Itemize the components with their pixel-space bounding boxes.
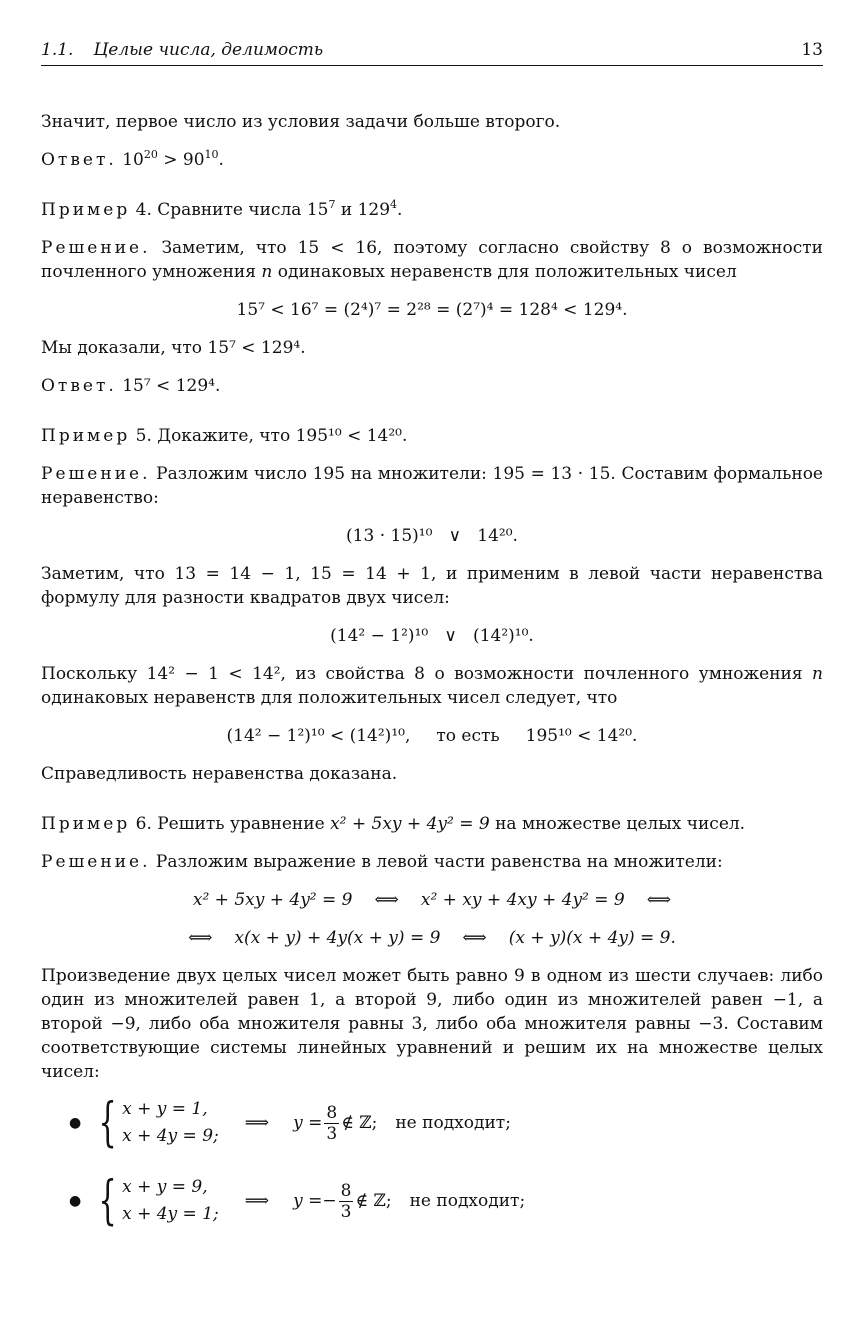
example-4-n2: 129 [357, 200, 391, 220]
iff-symbol: ⟺ [462, 928, 487, 948]
example-5-label: Пример [41, 426, 131, 446]
answer-lhs: 10 [122, 150, 144, 170]
example-6-tail: на множестве целых чисел. [489, 814, 746, 834]
answer-op: > [157, 150, 183, 170]
note-5: Заметим, что 13 = 14 − 1, 15 = 14 + 1, и применим в левой части неравенства формулу для разности квадратов двух чисел: [41, 564, 823, 608]
solution-4-text-2: одинаковых неравенств для положительных чисел [272, 262, 737, 282]
iff-symbol: ⟺ [374, 890, 399, 910]
case-1-verdict: не подходит; [395, 1113, 511, 1133]
fraction-2 [339, 1181, 354, 1222]
fraction-2-num: 8 [340, 1180, 352, 1201]
page-number: 13 [801, 40, 823, 60]
solution-5-label: Решение. [41, 464, 151, 484]
answer-rhs: 90 [182, 150, 205, 170]
bullet-icon: ● [69, 1115, 82, 1131]
solution-5-text: Разложим число 195 на множители: 195 = 13 · 15. Составим формальное неравенство: [41, 464, 823, 508]
solution-4-label: Решение. [41, 238, 151, 258]
example-4-e1: 7 [328, 198, 336, 211]
example-4-and: и [335, 200, 358, 220]
answer-end: . [218, 150, 224, 170]
example-4-intro: 4. Сравните числа [130, 200, 307, 220]
solution-6-text: Разложим выражение в левой части равенства на множители: [150, 852, 723, 872]
since-5-text-2: одинаковых неравенств для положительных чисел следует, что [41, 688, 618, 708]
display-6-2a: x(x + y) + 4y(x + y) = 9 [234, 928, 441, 948]
system-2-rows [122, 1174, 219, 1228]
answer-1 [41, 148, 823, 172]
example-6-intro: 6. Решить уравнение [130, 814, 331, 834]
section-title: Целые числа, делимость [93, 40, 324, 60]
system-1-rows [122, 1096, 219, 1150]
display-5-3a: (14² − 1²)¹⁰ < (14²)¹⁰, [226, 726, 411, 746]
case-2 [41, 1171, 823, 1231]
display-4: 15⁷ < 16⁷ = (2⁴)⁷ = 2²⁸ = (2⁷)⁴ = 128⁴ < 129⁴. [236, 300, 628, 320]
answer-lhs-exp: 20 [143, 148, 158, 161]
system-1-row-1: x + y = 1, [122, 1099, 208, 1119]
proved-4-expr: 15⁷ < 129⁴. [207, 338, 306, 358]
paragraph-conclusion: Значит, первое число из условия задачи больше второго. [41, 112, 561, 132]
example-6-eq: x² + 5xy + 4y² = 9 [330, 814, 490, 834]
case-2-y: y = [293, 1191, 323, 1211]
answer-rhs-exp: 10 [204, 148, 219, 161]
proved-4-pre: Мы доказали, что [41, 338, 208, 358]
brace-icon: { [98, 1093, 117, 1153]
example-5-stmt: 195¹⁰ < 14²⁰. [295, 426, 408, 446]
proved-5: Справедливость неравенства доказана. [41, 764, 398, 784]
display-5-3 [41, 724, 823, 748]
example-6 [41, 812, 823, 836]
case-2-sign: − [322, 1191, 337, 1211]
since-5-n: n [812, 664, 823, 684]
header-title [41, 38, 323, 62]
fraction-2-den: 3 [340, 1201, 352, 1222]
answer-4 [41, 374, 823, 398]
running-header [41, 38, 823, 66]
case-2-verdict: не подходит; [409, 1191, 526, 1211]
brace-icon: { [98, 1171, 117, 1231]
system-2-row-1: x + y = 9, [122, 1177, 208, 1197]
display-5-3-mid: то есть [436, 726, 500, 746]
example-4-label: Пример [41, 200, 131, 220]
answer-label: Ответ. [41, 150, 117, 170]
display-6-1a: x² + 5xy + 4y² = 9 [192, 890, 353, 910]
display-6-2 [41, 926, 823, 950]
iff-symbol: ⟺ [646, 890, 672, 910]
example-5-intro: 5. Докажите, что [130, 426, 296, 446]
solution-4 [41, 236, 823, 284]
solution-5 [41, 462, 823, 510]
display-5-2: (14² − 1²)¹⁰ ∨ (14²)¹⁰. [330, 626, 534, 646]
system-1-row-2: x + 4y = 9; [122, 1126, 219, 1146]
case-2-notin: ∉ ℤ; [355, 1191, 392, 1211]
display-5-1: (13 · 15)¹⁰ ∨ 14²⁰. [346, 526, 518, 546]
page [41, 38, 823, 1231]
solution-6-label: Решение. [41, 852, 151, 872]
since-5-text-1: Поскольку 14² − 1 < 14², из свойства 8 о возможности почленного умножения [41, 664, 813, 684]
case-1 [41, 1093, 823, 1153]
fraction-1-num: 8 [326, 1102, 338, 1123]
example-4 [41, 198, 823, 222]
fraction-1 [324, 1103, 339, 1144]
system-1 [91, 1093, 219, 1153]
implies-arrow: ⟹ [244, 1113, 270, 1133]
example-4-end: . [397, 200, 403, 220]
display-6-1 [41, 888, 823, 912]
display-6-2b: (x + y)(x + 4y) = 9. [508, 928, 676, 948]
fraction-1-den: 3 [326, 1123, 338, 1144]
iff-symbol: ⟺ [188, 928, 213, 948]
implies-arrow: ⟹ [244, 1191, 270, 1211]
solution-6 [41, 850, 823, 874]
answer-4-expr: 15⁷ < 129⁴. [122, 376, 221, 396]
system-2 [91, 1171, 219, 1231]
answer-4-label: Ответ. [41, 376, 117, 396]
solution-4-n: n [261, 262, 273, 282]
since-5 [41, 662, 823, 710]
bullet-icon: ● [69, 1193, 82, 1209]
example-4-n1: 15 [306, 200, 329, 220]
solution-4-text-1: Заметим, что 15 < 16, поэтому согласно свойству 8 о возможности почленного умножения [41, 238, 823, 282]
proved-4 [41, 336, 823, 360]
paragraph-cases: Произведение двух целых чисел может быть равно 9 в одном из шести случаев: либо один из множителей равен 1, а второй 9, либо один из множителей равен −1, а второй −9, либо оба множителя равны 3, либо оба множителя равны −3. Составим соответствующие системы линейных уравнений и решим их на множестве целых чисел: [41, 966, 823, 1082]
display-6-1b: x² + xy + 4xy + 4y² = 9 [420, 890, 625, 910]
system-2-row-2: x + 4y = 1; [122, 1204, 219, 1224]
example-4-e2: 4 [390, 198, 398, 211]
example-6-label: Пример [41, 814, 131, 834]
example-5 [41, 424, 823, 448]
display-5-3b: 195¹⁰ < 14²⁰. [525, 726, 638, 746]
section-number: 1.1. [41, 40, 74, 60]
case-1-notin: ∉ ℤ; [341, 1113, 378, 1133]
case-1-y: y = [293, 1113, 323, 1133]
